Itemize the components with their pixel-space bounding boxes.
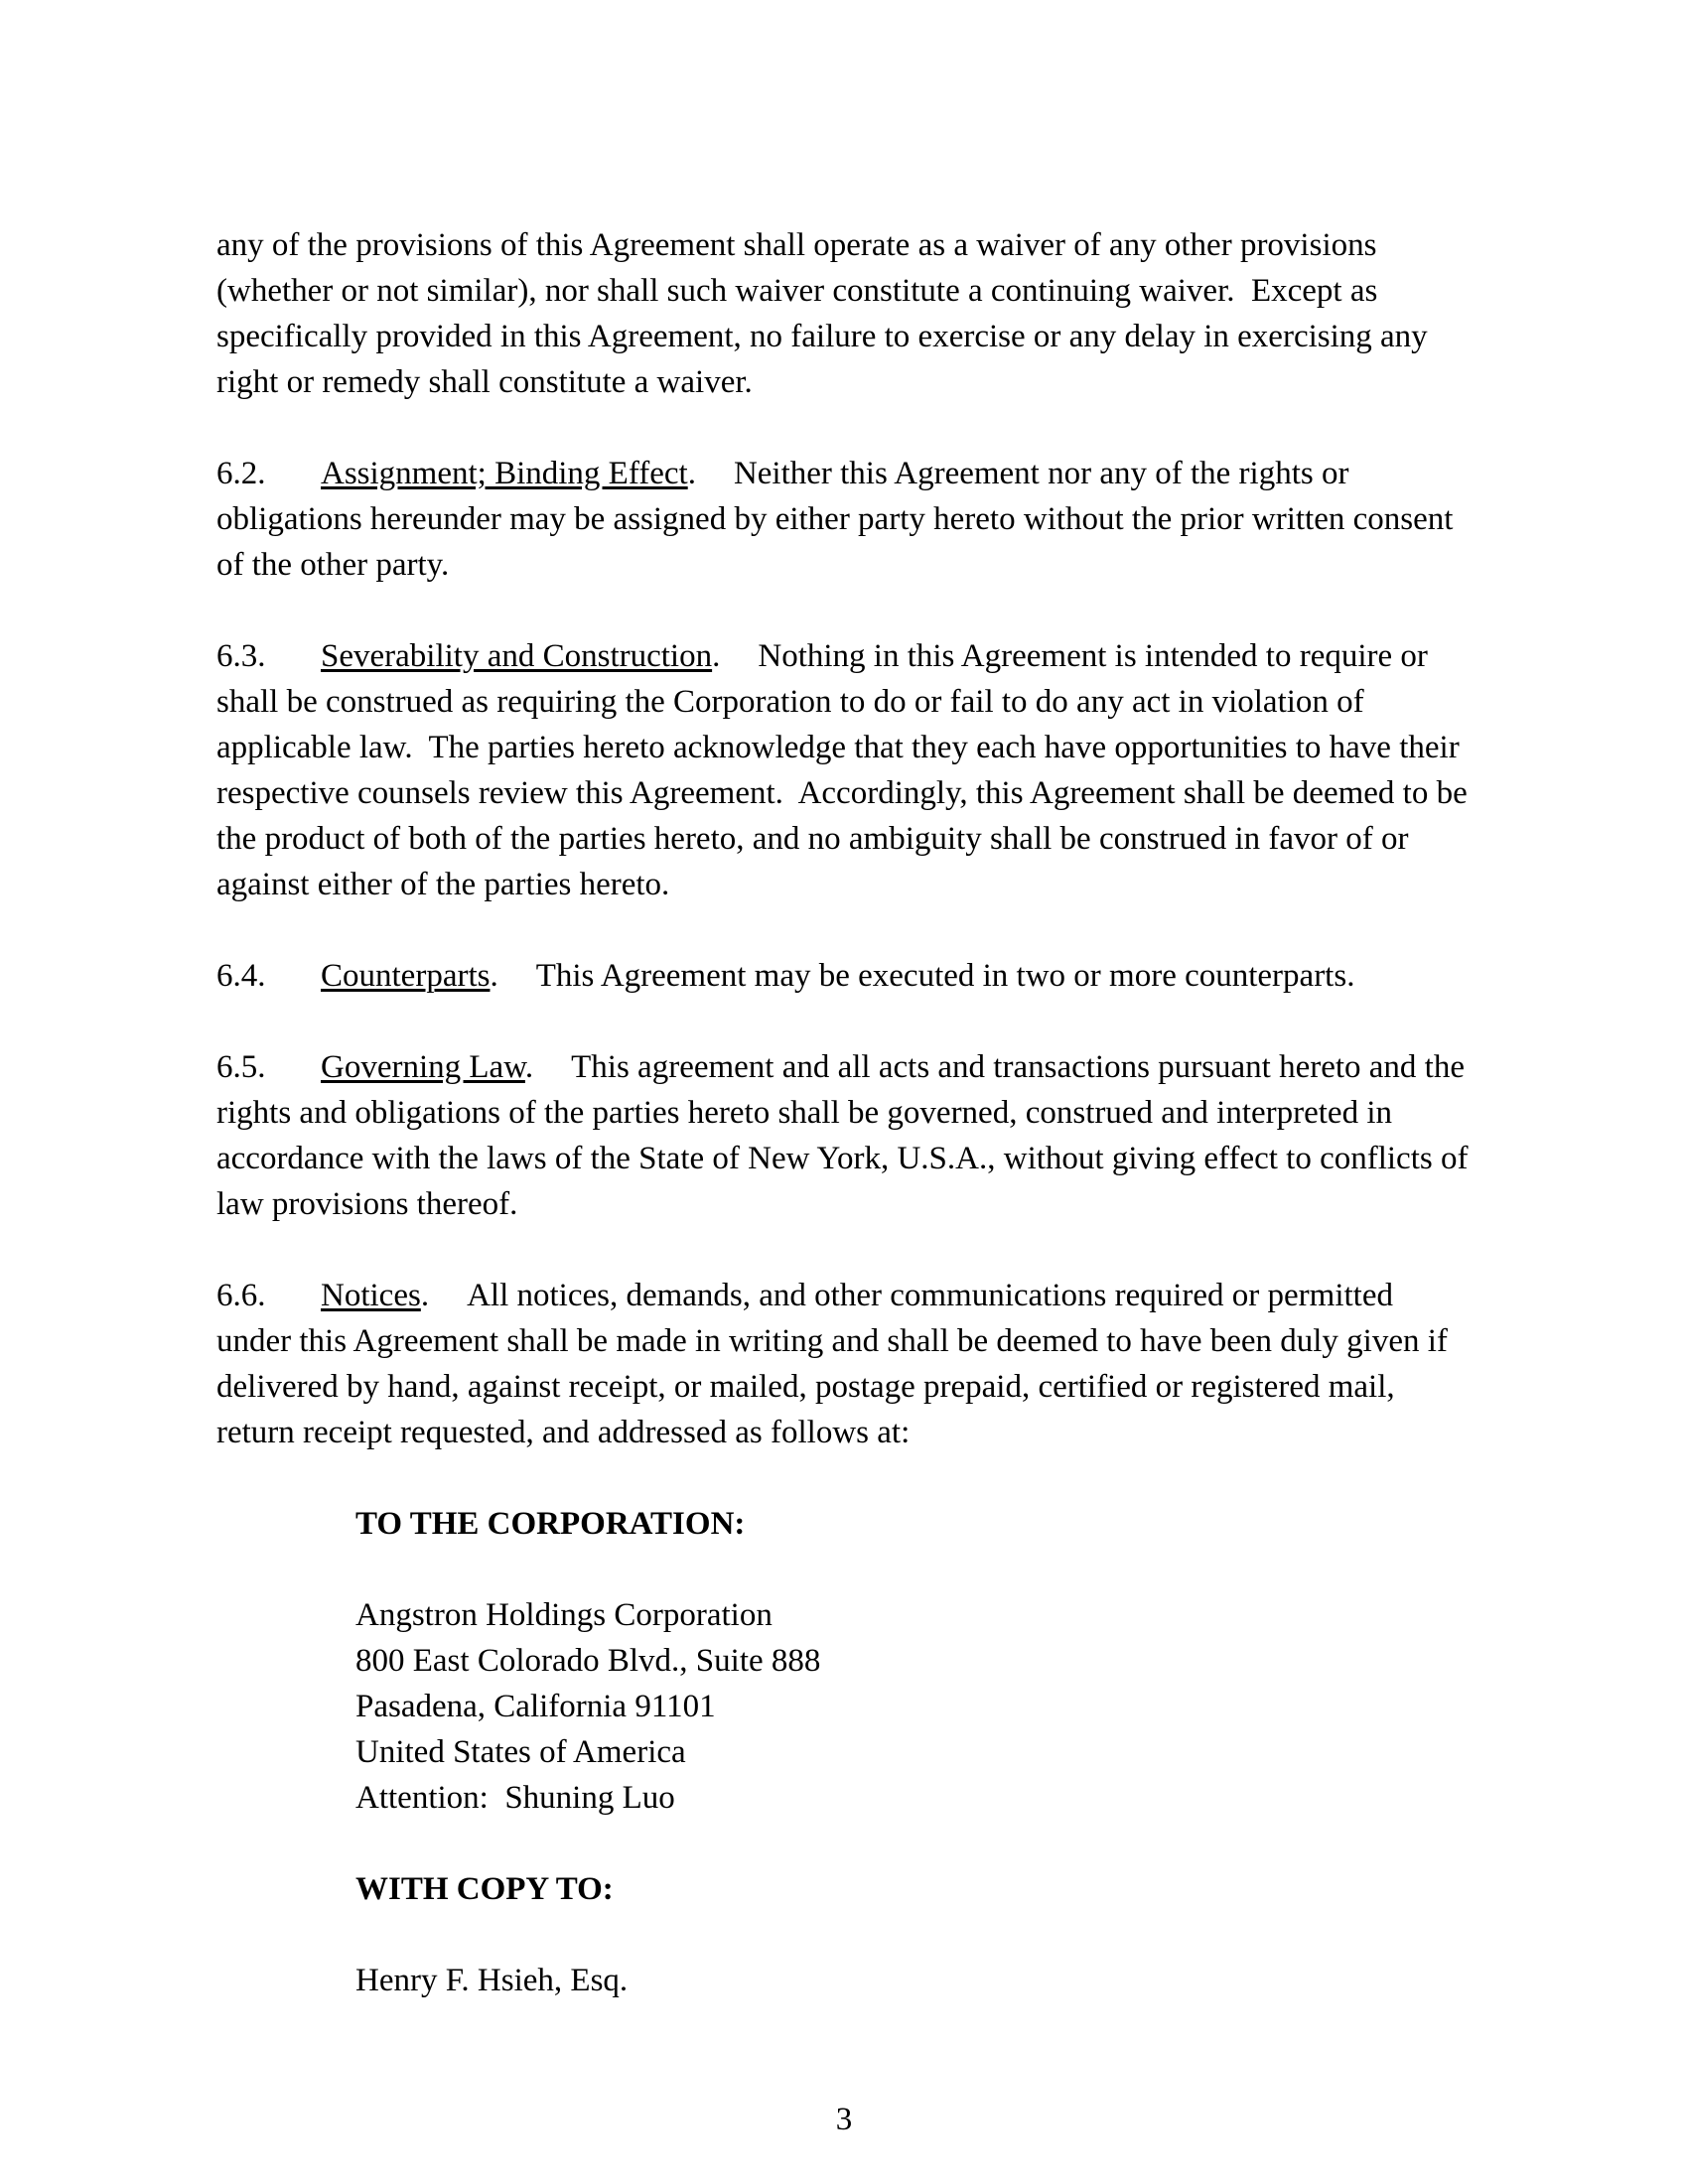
section-6-6 xyxy=(216,1273,1476,1455)
notice-title-corporation: TO THE CORPORATION: xyxy=(355,1506,746,1542)
address-line-street: 800 East Colorado Blvd., Suite 888 xyxy=(355,1643,821,1679)
notice-block-copy-to xyxy=(355,1866,1476,2003)
section-heading: Assignment; Binding Effect xyxy=(321,456,688,491)
section-heading-period: . xyxy=(524,1049,534,1085)
section-body: All notices, demands, and other communications required or permitted under this Agreement shall be made in writing and shall be deemed to have been duly given if delivered by hand, against receipt, or mailed, postage prepaid, certified or registered mail, return receipt requested, and addressed as follows at: xyxy=(216,1278,1457,1450)
section-number: 6.5. xyxy=(216,1049,266,1085)
section-number: 6.2. xyxy=(216,456,266,491)
section-heading-period: . xyxy=(490,958,498,994)
section-number: 6.4. xyxy=(216,958,266,994)
address-line-attorney: Henry F. Hsieh, Esq. xyxy=(355,1963,629,1998)
section-number: 6.3. xyxy=(216,638,266,674)
section-body: This agreement and all acts and transactions pursuant hereto and the rights and obligations of the parties hereto shall be governed, construed and interpreted in accordance with the laws of the State of New York, U.S.A., without giving effect to conflicts of law provisions thereof. xyxy=(216,1049,1477,1222)
section-heading: Severability and Construction xyxy=(321,638,713,674)
section-body: Nothing in this Agreement is intended to require or shall be construed as requiring the Corporation to do or fail to do any act in violation of applicable law. The parties hereto acknowledge that they each have opportunities to have their respective counsels review this Agreement. Accordingly, this Agreement shall be deemed to be the product of both of the parties hereto, and no ambiguity shall be construed in favor of or against either of the parties hereto. xyxy=(216,638,1476,902)
address-line-city: Pasadena, California 91101 xyxy=(355,1689,716,1724)
paragraph-waiver-continuation: any of the provisions of this Agreement shall operate as a waiver of any other provisions (whether or not similar), nor shall such waiver constitute a continuing waiver. Except as specifically provided in this Agreement, no failure to exercise or any delay in exercising any right or remedy shall constitute a waiver. xyxy=(216,227,1436,400)
section-6-2 xyxy=(216,451,1476,588)
section-heading: Governing Law xyxy=(321,1049,525,1085)
section-heading-period: . xyxy=(687,456,696,491)
section-heading-period: . xyxy=(420,1278,430,1313)
address-line-country: United States of America xyxy=(355,1734,686,1770)
notice-title-copy-to: WITH COPY TO: xyxy=(355,1871,614,1907)
document-content xyxy=(216,222,1476,2049)
section-6-3 xyxy=(216,633,1476,907)
section-heading: Notices xyxy=(321,1278,421,1313)
page-number: 3 xyxy=(835,2102,853,2137)
section-body: Neither this Agreement nor any of the rights or obligations hereunder may be assigned by either party hereto without the prior written consent of the other party. xyxy=(216,456,1462,583)
section-heading: Counterparts xyxy=(321,958,491,994)
notice-block-corporation xyxy=(355,1501,1476,1821)
section-body: This Agreement may be executed in two or more counterparts. xyxy=(535,958,1355,994)
address-line-company: Angstron Holdings Corporation xyxy=(355,1597,773,1633)
section-number: 6.6. xyxy=(216,1278,266,1313)
section-6-4 xyxy=(216,953,1476,999)
notice-addresses xyxy=(216,1501,1476,2003)
address-line-attention: Attention: Shuning Luo xyxy=(355,1780,675,1816)
section-heading-period: . xyxy=(712,638,721,674)
section-6-5 xyxy=(216,1044,1476,1227)
